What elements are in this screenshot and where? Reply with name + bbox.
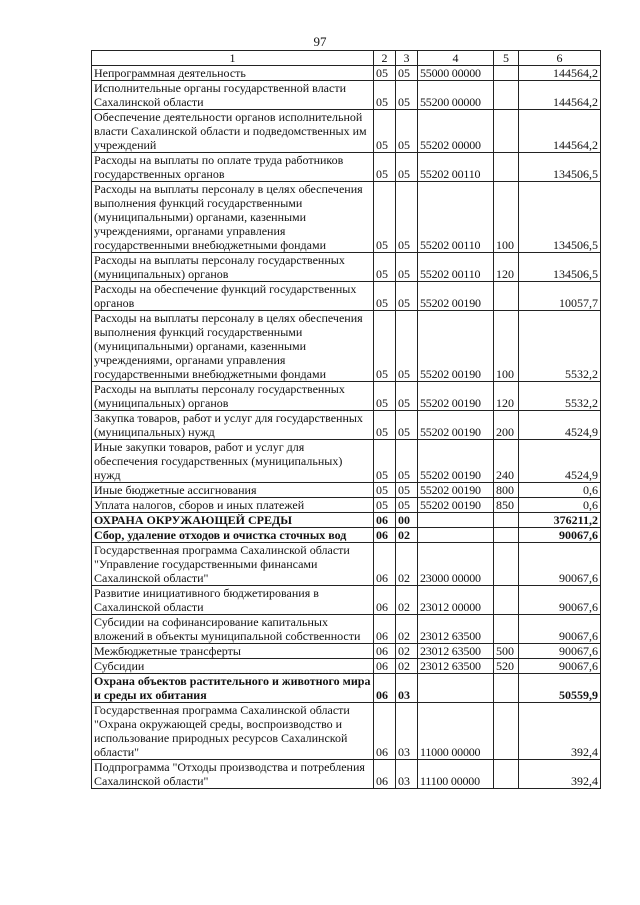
cell-subsection: 02	[396, 644, 418, 659]
cell-amount: 4524,9	[519, 411, 601, 440]
cell-amount: 90067,6	[519, 528, 601, 543]
table-row	[92, 586, 601, 615]
cell-name: Иные бюджетные ассигнования	[92, 483, 374, 498]
cell-amount: 144564,2	[519, 66, 601, 81]
cell-expense-type	[494, 282, 519, 311]
cell-subsection: 03	[396, 760, 418, 789]
table-row	[92, 81, 601, 110]
cell-section: 05	[374, 81, 396, 110]
table-row	[92, 659, 601, 674]
cell-expense-type: 200	[494, 411, 519, 440]
cell-name: ОХРАНА ОКРУЖАЮЩЕЙ СРЕДЫ	[92, 513, 374, 528]
cell-name: Исполнительные органы государственной власти Сахалинской области	[92, 81, 374, 110]
cell-expense-type	[494, 760, 519, 789]
cell-target-code: 23012 63500	[418, 615, 494, 644]
cell-subsection: 05	[396, 110, 418, 153]
table-header-row	[92, 51, 601, 66]
cell-name: Расходы на выплаты персоналу в целях обеспечения выполнения функций государственными (муниципальными) органами, казенными учреждениями, органами управления государственными внебюджетными фондами	[92, 182, 374, 253]
cell-name: Развитие инициативного бюджетирования в Сахалинской области	[92, 586, 374, 615]
cell-name: Охрана объектов растительного и животного мира и среды их обитания	[92, 674, 374, 703]
cell-expense-type: 100	[494, 182, 519, 253]
cell-expense-type	[494, 674, 519, 703]
cell-subsection: 03	[396, 703, 418, 760]
cell-subsection: 05	[396, 311, 418, 382]
cell-amount: 90067,6	[519, 615, 601, 644]
cell-subsection: 02	[396, 586, 418, 615]
cell-section: 06	[374, 644, 396, 659]
cell-amount: 392,4	[519, 760, 601, 789]
cell-expense-type	[494, 528, 519, 543]
cell-section: 06	[374, 703, 396, 760]
cell-amount: 10057,7	[519, 282, 601, 311]
cell-amount: 90067,6	[519, 644, 601, 659]
cell-subsection: 00	[396, 513, 418, 528]
cell-target-code	[418, 528, 494, 543]
cell-amount: 134506,5	[519, 153, 601, 182]
cell-amount: 5532,2	[519, 311, 601, 382]
cell-expense-type	[494, 615, 519, 644]
cell-name: Расходы на выплаты персоналу государственных (муниципальных) органов	[92, 253, 374, 282]
column-header-expense-type: 5	[494, 51, 519, 66]
cell-target-code: 23012 63500	[418, 644, 494, 659]
cell-name: Сбор, удаление отходов и очистка сточных вод	[92, 528, 374, 543]
cell-amount: 50559,9	[519, 674, 601, 703]
column-header-amount: 6	[519, 51, 601, 66]
cell-target-code: 55202 00190	[418, 440, 494, 483]
table-row	[92, 674, 601, 703]
cell-amount: 144564,2	[519, 81, 601, 110]
cell-subsection: 05	[396, 440, 418, 483]
cell-section: 05	[374, 440, 396, 483]
table-row	[92, 153, 601, 182]
cell-subsection: 05	[396, 253, 418, 282]
cell-name: Закупка товаров, работ и услуг для государственных (муниципальных) нужд	[92, 411, 374, 440]
table-row	[92, 703, 601, 760]
cell-amount: 134506,5	[519, 253, 601, 282]
budget-table	[91, 50, 601, 789]
table-row	[92, 66, 601, 81]
cell-section: 06	[374, 528, 396, 543]
cell-name: Обеспечение деятельности органов исполнительной власти Сахалинской области и подведомственных им учреждений	[92, 110, 374, 153]
cell-name: Подпрограмма "Отходы производства и потребления Сахалинской области"	[92, 760, 374, 789]
cell-amount: 376211,2	[519, 513, 601, 528]
table-row	[92, 513, 601, 528]
cell-amount: 144564,2	[519, 110, 601, 153]
cell-name: Расходы на выплаты персоналу в целях обеспечения выполнения функций государственными (муниципальными) органами, казенными учреждениями, органами управления государственными внебюджетными фондами	[92, 311, 374, 382]
cell-target-code: 55202 00110	[418, 153, 494, 182]
cell-target-code: 55200 00000	[418, 81, 494, 110]
cell-section: 05	[374, 498, 396, 513]
column-header-subsection: 3	[396, 51, 418, 66]
cell-expense-type: 850	[494, 498, 519, 513]
cell-name: Расходы на выплаты по оплате труда работников государственных органов	[92, 153, 374, 182]
cell-target-code: 55202 00190	[418, 498, 494, 513]
cell-name: Непрограммная деятельность	[92, 66, 374, 81]
cell-target-code: 23012 00000	[418, 586, 494, 615]
cell-name: Иные закупки товаров, работ и услуг для обеспечения государственных (муниципальных) нужд	[92, 440, 374, 483]
cell-expense-type	[494, 513, 519, 528]
cell-section: 06	[374, 615, 396, 644]
cell-section: 06	[374, 674, 396, 703]
column-header-target-code: 4	[418, 51, 494, 66]
cell-subsection: 02	[396, 528, 418, 543]
cell-expense-type	[494, 153, 519, 182]
cell-target-code: 23000 00000	[418, 543, 494, 586]
cell-section: 05	[374, 311, 396, 382]
cell-amount: 134506,5	[519, 182, 601, 253]
cell-amount: 5532,2	[519, 382, 601, 411]
cell-subsection: 02	[396, 543, 418, 586]
table-row	[92, 110, 601, 153]
cell-expense-type: 100	[494, 311, 519, 382]
cell-target-code: 55202 00190	[418, 483, 494, 498]
cell-name: Уплата налогов, сборов и иных платежей	[92, 498, 374, 513]
cell-section: 06	[374, 586, 396, 615]
table-row	[92, 411, 601, 440]
cell-target-code: 55202 00110	[418, 182, 494, 253]
cell-expense-type: 500	[494, 644, 519, 659]
cell-section: 06	[374, 659, 396, 674]
cell-subsection: 05	[396, 282, 418, 311]
table-row	[92, 615, 601, 644]
cell-section: 05	[374, 282, 396, 311]
cell-target-code: 55202 00190	[418, 311, 494, 382]
cell-section: 06	[374, 543, 396, 586]
cell-amount: 0,6	[519, 483, 601, 498]
cell-name: Субсидии	[92, 659, 374, 674]
cell-target-code: 11100 00000	[418, 760, 494, 789]
cell-name: Государственная программа Сахалинской области "Охрана окружающей среды, воспроизводство и использование природных ресурсов Сахалинской области"	[92, 703, 374, 760]
cell-section: 05	[374, 382, 396, 411]
page-number: 97	[313, 34, 327, 49]
cell-name: Расходы на выплаты персоналу государственных (муниципальных) органов	[92, 382, 374, 411]
cell-subsection: 05	[396, 66, 418, 81]
column-header-section: 2	[374, 51, 396, 66]
cell-subsection: 05	[396, 483, 418, 498]
cell-section: 05	[374, 411, 396, 440]
cell-target-code: 11000 00000	[418, 703, 494, 760]
cell-expense-type	[494, 110, 519, 153]
cell-amount: 0,6	[519, 498, 601, 513]
cell-target-code: 55202 00190	[418, 382, 494, 411]
table-row	[92, 543, 601, 586]
cell-expense-type: 520	[494, 659, 519, 674]
cell-expense-type: 120	[494, 253, 519, 282]
table-row	[92, 760, 601, 789]
cell-subsection: 05	[396, 382, 418, 411]
cell-section: 05	[374, 182, 396, 253]
cell-section: 05	[374, 153, 396, 182]
table-row	[92, 182, 601, 253]
table-row	[92, 483, 601, 498]
cell-target-code	[418, 674, 494, 703]
cell-expense-type	[494, 66, 519, 81]
cell-target-code: 55202 00190	[418, 282, 494, 311]
table-row	[92, 528, 601, 543]
cell-expense-type	[494, 543, 519, 586]
cell-subsection: 05	[396, 498, 418, 513]
cell-subsection: 03	[396, 674, 418, 703]
cell-amount: 90067,6	[519, 586, 601, 615]
cell-section: 06	[374, 760, 396, 789]
cell-subsection: 05	[396, 81, 418, 110]
cell-expense-type	[494, 586, 519, 615]
cell-target-code: 55202 00110	[418, 253, 494, 282]
cell-target-code: 55202 00190	[418, 411, 494, 440]
cell-target-code	[418, 513, 494, 528]
cell-expense-type: 800	[494, 483, 519, 498]
table-row	[92, 440, 601, 483]
column-header-name: 1	[92, 51, 374, 66]
cell-section: 05	[374, 253, 396, 282]
cell-section: 05	[374, 110, 396, 153]
cell-subsection: 02	[396, 659, 418, 674]
table-row	[92, 382, 601, 411]
cell-name: Межбюджетные трансферты	[92, 644, 374, 659]
cell-section: 05	[374, 66, 396, 81]
cell-expense-type: 120	[494, 382, 519, 411]
cell-expense-type	[494, 81, 519, 110]
table-row	[92, 253, 601, 282]
cell-name: Субсидии на софинансирование капитальных вложений в объекты муниципальной собственности	[92, 615, 374, 644]
cell-name: Государственная программа Сахалинской области "Управление государственными финансами Сахалинской области"	[92, 543, 374, 586]
table-row	[92, 282, 601, 311]
cell-target-code: 55000 00000	[418, 66, 494, 81]
cell-subsection: 05	[396, 411, 418, 440]
cell-expense-type	[494, 703, 519, 760]
table-row	[92, 311, 601, 382]
cell-expense-type: 240	[494, 440, 519, 483]
cell-subsection: 05	[396, 153, 418, 182]
cell-subsection: 02	[396, 615, 418, 644]
cell-name: Расходы на обеспечение функций государственных органов	[92, 282, 374, 311]
cell-amount: 90067,6	[519, 543, 601, 586]
cell-subsection: 05	[396, 182, 418, 253]
cell-amount: 90067,6	[519, 659, 601, 674]
table-row	[92, 644, 601, 659]
cell-target-code: 55202 00000	[418, 110, 494, 153]
cell-section: 05	[374, 483, 396, 498]
cell-section: 06	[374, 513, 396, 528]
cell-target-code: 23012 63500	[418, 659, 494, 674]
cell-amount: 392,4	[519, 703, 601, 760]
cell-amount: 4524,9	[519, 440, 601, 483]
table-row	[92, 498, 601, 513]
